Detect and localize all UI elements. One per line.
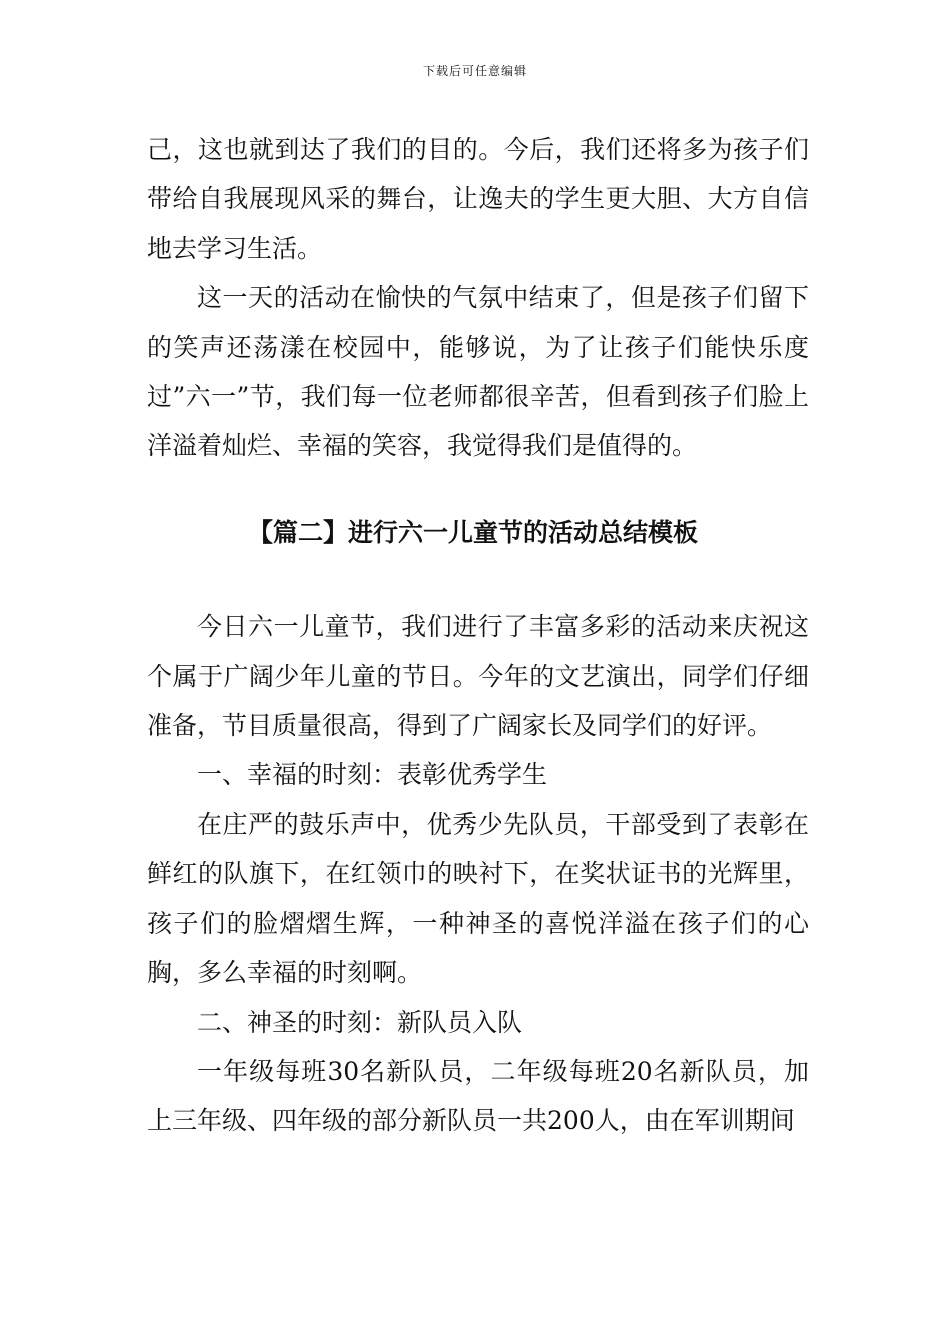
paragraph-childrens-day-intro: 今日六一儿童节，我们进行了丰富多彩的活动来庆祝这个属于广阔少年儿童的节日。今年的文艺演出，同学们仔细准备，节目质量很高，得到了广阔家长及同学们的好评。 — [147, 612, 809, 741]
paragraph-activity-end: 这一天的活动在愉快的气氛中结束了，但是孩子们留下的笑声还荡漾在校园中，能够说，为了让孩子们能快乐度过”六一”节，我们每一位老师都很辛苦，但看到孩子们脸上洋溢着灿烂、幸福的笑容，我觉得我们是值得的。 — [147, 283, 809, 461]
spacer — [147, 471, 809, 508]
subheading-happy-moment: 一、幸福的时刻：表彰优秀学生 — [197, 760, 548, 790]
page-header-note: 下载后可任意编辑 — [422, 64, 527, 78]
paragraph-commendation: 在庄严的鼓乐声中，优秀少先队员，干部受到了表彰在鲜红的队旗下，在红领巾的映衬下，在奖状证书的光辉里，孩子们的脸熠熠生辉，一种神圣的喜悦洋溢在孩子们的心胸，多么幸福的时刻啊。 — [147, 809, 809, 988]
paragraph-new-members: 一年级每班30名新队员，二年级每班20名新队员，加上三年级、四年级的部分新队员一共200人，由在军训期间 — [147, 1056, 809, 1136]
spacer — [147, 557, 809, 602]
paragraph-closing-goal: 己，这也就到达了我们的目的。今后，我们还将多为孩子们带给自我展现风采的舞台，让逸夫的学生更大胆、大方自信地去学习生活。 — [147, 135, 809, 263]
section-heading: 【篇二】进行六一儿童节的活动总结模板 — [247, 517, 698, 547]
document-body — [147, 125, 809, 1146]
subheading-sacred-moment: 二、神圣的时刻：新队员入队 — [197, 1007, 523, 1037]
